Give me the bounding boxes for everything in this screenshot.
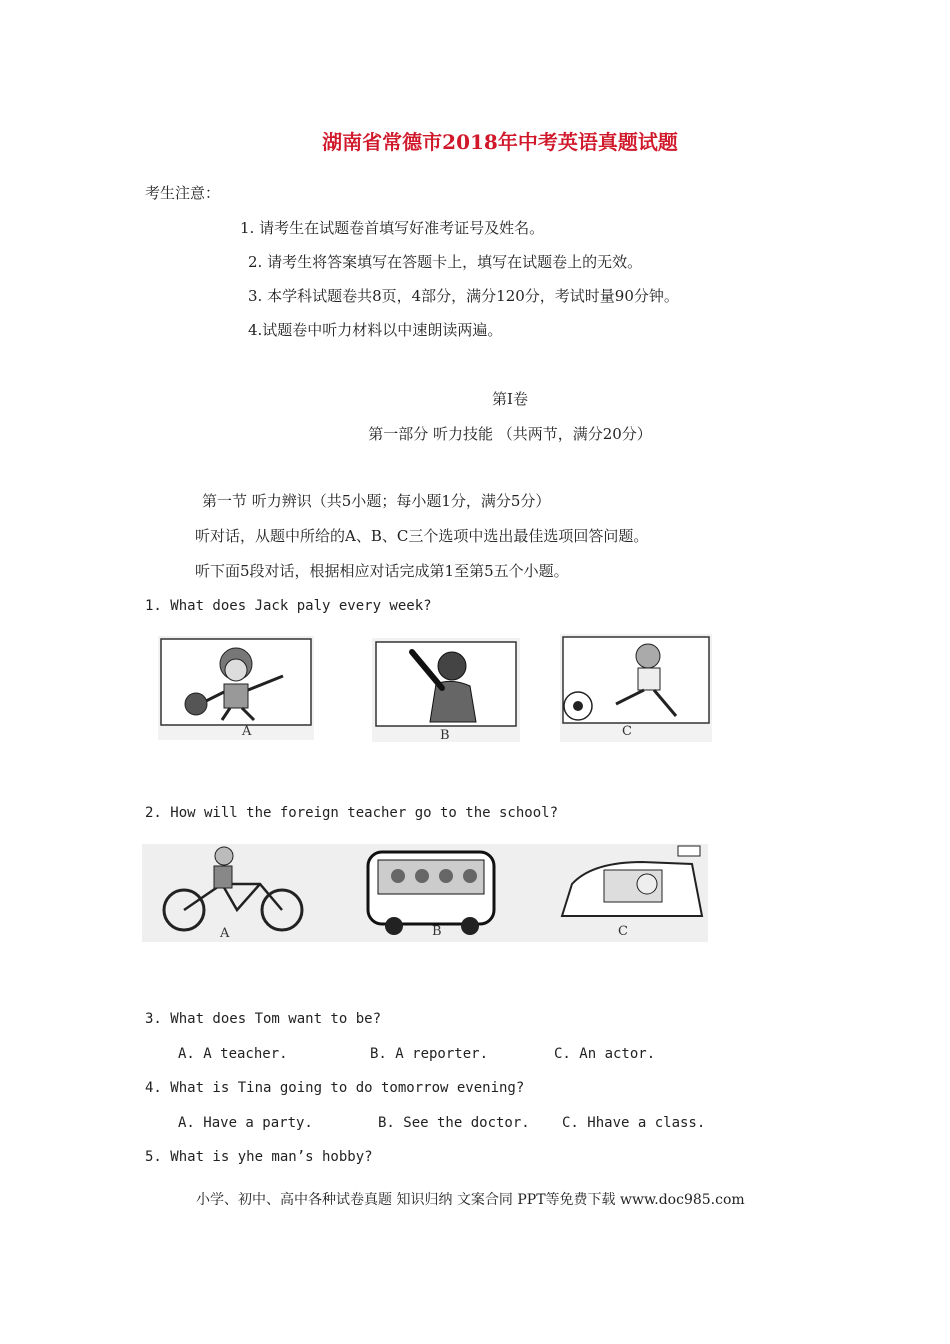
question-2: 2. How will the foreign teacher go to the school?	[145, 805, 559, 821]
notice-item-3: 3. 本学科试题卷共8页，4部分，满分120分，考试时量90分钟。	[248, 287, 679, 305]
volume-heading: 第Ⅰ卷	[492, 390, 528, 408]
question-4-option-a: A. Have a party.	[178, 1115, 313, 1131]
instruction-1: 听对话，从题中所给的A、B、C三个选项中选出最佳选项回答问题。	[195, 527, 649, 545]
question-4: 4. What is Tina going to do tomorrow evening?	[145, 1080, 525, 1096]
picture-label: B	[440, 728, 450, 743]
question-3-option-b: B. A reporter.	[370, 1046, 489, 1062]
question-3: 3. What does Tom want to be?	[145, 1011, 382, 1027]
question-5: 5. What is yhe man’s hobby?	[145, 1149, 373, 1165]
picture-label: C	[618, 924, 628, 939]
picture-label: C	[622, 724, 632, 739]
document-title: 湖南省常德市2018年中考英语真题试题	[322, 130, 678, 154]
question-4-option-b: B. See the doctor.	[378, 1115, 530, 1131]
question-4-option-c: C. Hhave a class.	[562, 1115, 706, 1131]
picture-label: A	[220, 926, 230, 941]
picture-1a-basketball	[158, 636, 314, 740]
page-footer: 小学、初中、高中各种试卷真题 知识归纳 文案合同 PPT等免费下载 www.doc985.com	[196, 1192, 745, 1208]
notice-item-1: 1. 请考生在试题卷首填写好准考证号及姓名。	[240, 219, 545, 237]
picture-1b-baseball	[372, 638, 520, 742]
picture-label: B	[432, 924, 442, 939]
picture-label: A	[242, 724, 252, 739]
picture-strip-transport	[142, 844, 708, 942]
question-3-option-a: A. A teacher.	[178, 1046, 288, 1062]
notice-item-4: 4.试题卷中听力材料以中速朗读两遍。	[248, 321, 503, 339]
instruction-2: 听下面5段对话，根据相应对话完成第1至第5五个小题。	[195, 562, 569, 580]
picture-1c-soccer	[560, 634, 712, 742]
section-heading: 第一节 听力辨识（共5小题；每小题1分，满分5分）	[202, 492, 551, 510]
question-1: 1. What does Jack paly every week?	[145, 598, 432, 614]
part-heading: 第一部分 听力技能 （共两节，满分20分）	[368, 425, 652, 443]
question-3-option-c: C. An actor.	[554, 1046, 656, 1062]
notice-heading: 考生注意：	[145, 184, 221, 202]
notice-item-2: 2. 请考生将答案填写在答题卡上，填写在试题卷上的无效。	[248, 253, 643, 271]
